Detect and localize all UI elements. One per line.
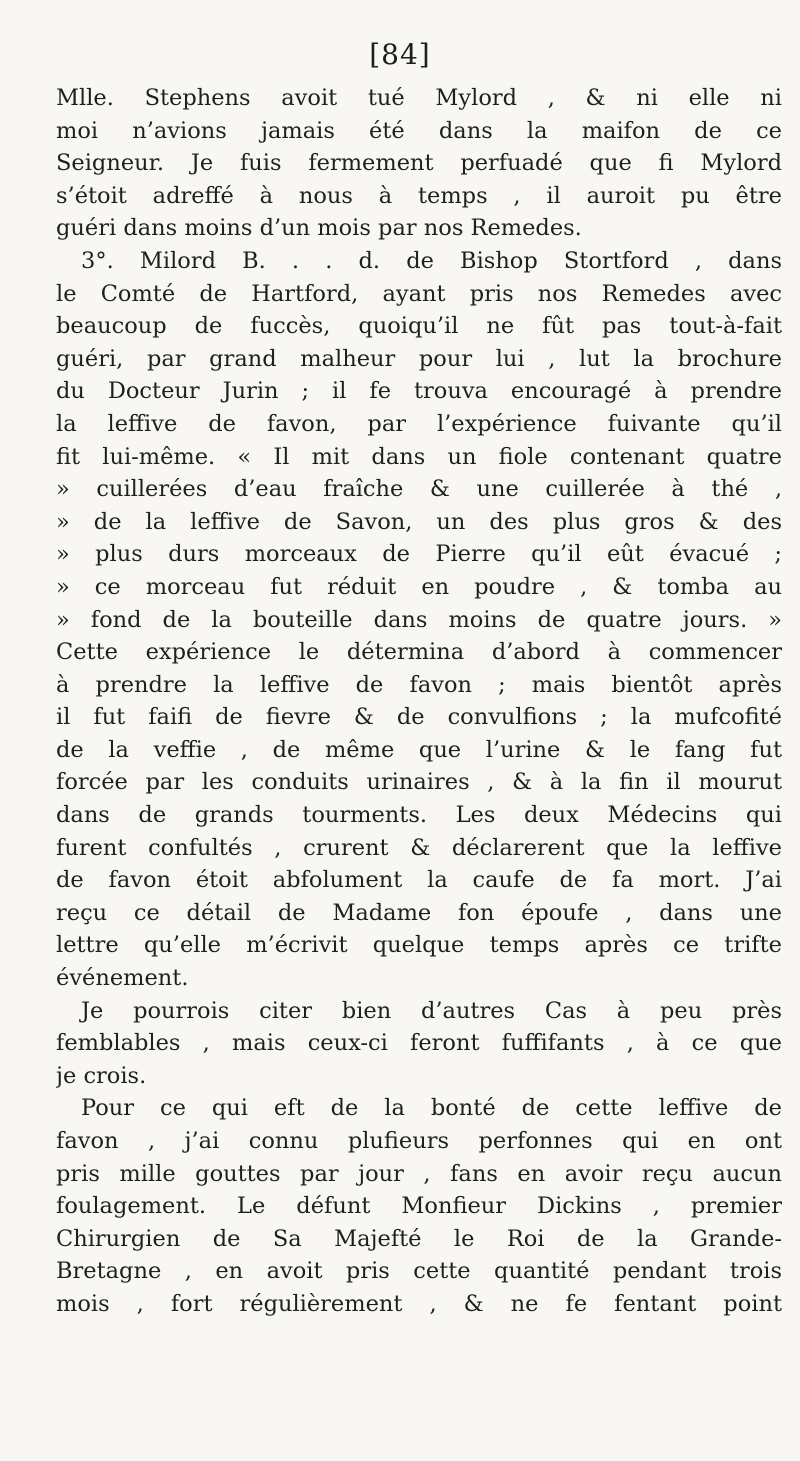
text-line: 3°. Milord B. . . d. de Bishop Stortford , dans xyxy=(81,247,782,274)
text-line: » plus durs morceaux de Pierre qu’il eût évacué ; xyxy=(56,541,782,568)
text-line: Chirurgien de Sa Majefté le Roi de la Grande- xyxy=(56,1225,782,1252)
text-line: guéri, par grand malheur pour lui , lut la brochure xyxy=(56,345,782,372)
text-line: favon , j’ai connu plufieurs perfonnes qui en ont xyxy=(56,1128,782,1154)
text-line: je crois. xyxy=(56,1062,147,1089)
page-number: [84] xyxy=(369,38,431,71)
text-line: guéri dans moins d’un mois par nos Remedes. xyxy=(56,215,582,242)
text-line: reçu ce détail de Madame fon époufe , dans une xyxy=(56,899,782,926)
text-line: furent confultés , crurent & déclarerent que la leffive xyxy=(56,834,782,861)
body-text xyxy=(56,82,782,1321)
text-line: dans de grands tourments. Les deux Médecins qui xyxy=(56,802,782,829)
text-line: Seigneur. Je fuis fermement perfuadé que fi Mylord xyxy=(56,150,782,177)
text-line: s’étoit adreffé à nous à temps , il auroit pu être xyxy=(56,182,782,209)
text-line: du Docteur Jurin ; il fe trouva encouragé à prendre xyxy=(56,378,782,405)
text-line: » fond de la bouteille dans moins de quatre jours. » xyxy=(56,606,782,633)
text-line: moi n’avions jamais été dans la maifon de ce xyxy=(56,117,782,144)
text-line: » de la leffive de Savon, un des plus gros & des xyxy=(56,508,782,535)
text-line: foulagement. Le défunt Monfieur Dickins , premier xyxy=(56,1193,782,1220)
text-line: il fut faifi de fievre & de convulfions ; la mufcofité xyxy=(56,704,782,731)
text-line: Pour ce qui eft de la bonté de cette leffive de xyxy=(81,1095,782,1122)
text-line: forcée par les conduits urinaires , & à la fin il mourut xyxy=(56,769,782,796)
text-line: Bretagne , en avoit pris cette quantité pendant trois xyxy=(56,1258,782,1285)
text-line: Cette expérience le détermina d’abord à commencer xyxy=(56,639,782,666)
text-line: » cuillerées d’eau fraîche & une cuillerée à thé , xyxy=(56,476,782,503)
text-line: de la veffie , de même que l’urine & le fang fut xyxy=(56,736,782,763)
text-line: Mlle. Stephens avoit tué Mylord , & ni elle ni xyxy=(56,85,782,111)
text-line: la leffive de favon, par l’expérience fuivante qu’il xyxy=(56,410,782,437)
text-line: Je pourrois citer bien d’autres Cas à peu près xyxy=(81,997,782,1024)
text-line: lettre qu’elle m’écrivit quelque temps après ce trifte xyxy=(56,932,782,959)
text-line: à prendre la leffive de favon ; mais bientôt après xyxy=(56,671,782,698)
text-line: pris mille gouttes par jour , fans en avoir reçu aucun xyxy=(56,1160,782,1187)
text-line: de favon étoit abfolument la caufe de fa mort. J’ai xyxy=(56,867,782,894)
text-line: » ce morceau fut réduit en poudre , & tomba au xyxy=(56,573,782,600)
text-line: mois , fort régulièrement , & ne fe fentant point xyxy=(56,1290,782,1317)
text-line: femblables , mais ceux-ci feront fuffifants , à ce que xyxy=(56,1030,782,1057)
text-line: le Comté de Hartford, ayant pris nos Remedes avec xyxy=(56,280,782,307)
text-line: fit lui-même. « Il mit dans un fiole contenant quatre xyxy=(56,443,782,470)
text-line: beaucoup de fuccès, quoiqu’il ne fût pas tout-à-fait xyxy=(56,313,782,340)
text-line: événement. xyxy=(56,965,189,992)
